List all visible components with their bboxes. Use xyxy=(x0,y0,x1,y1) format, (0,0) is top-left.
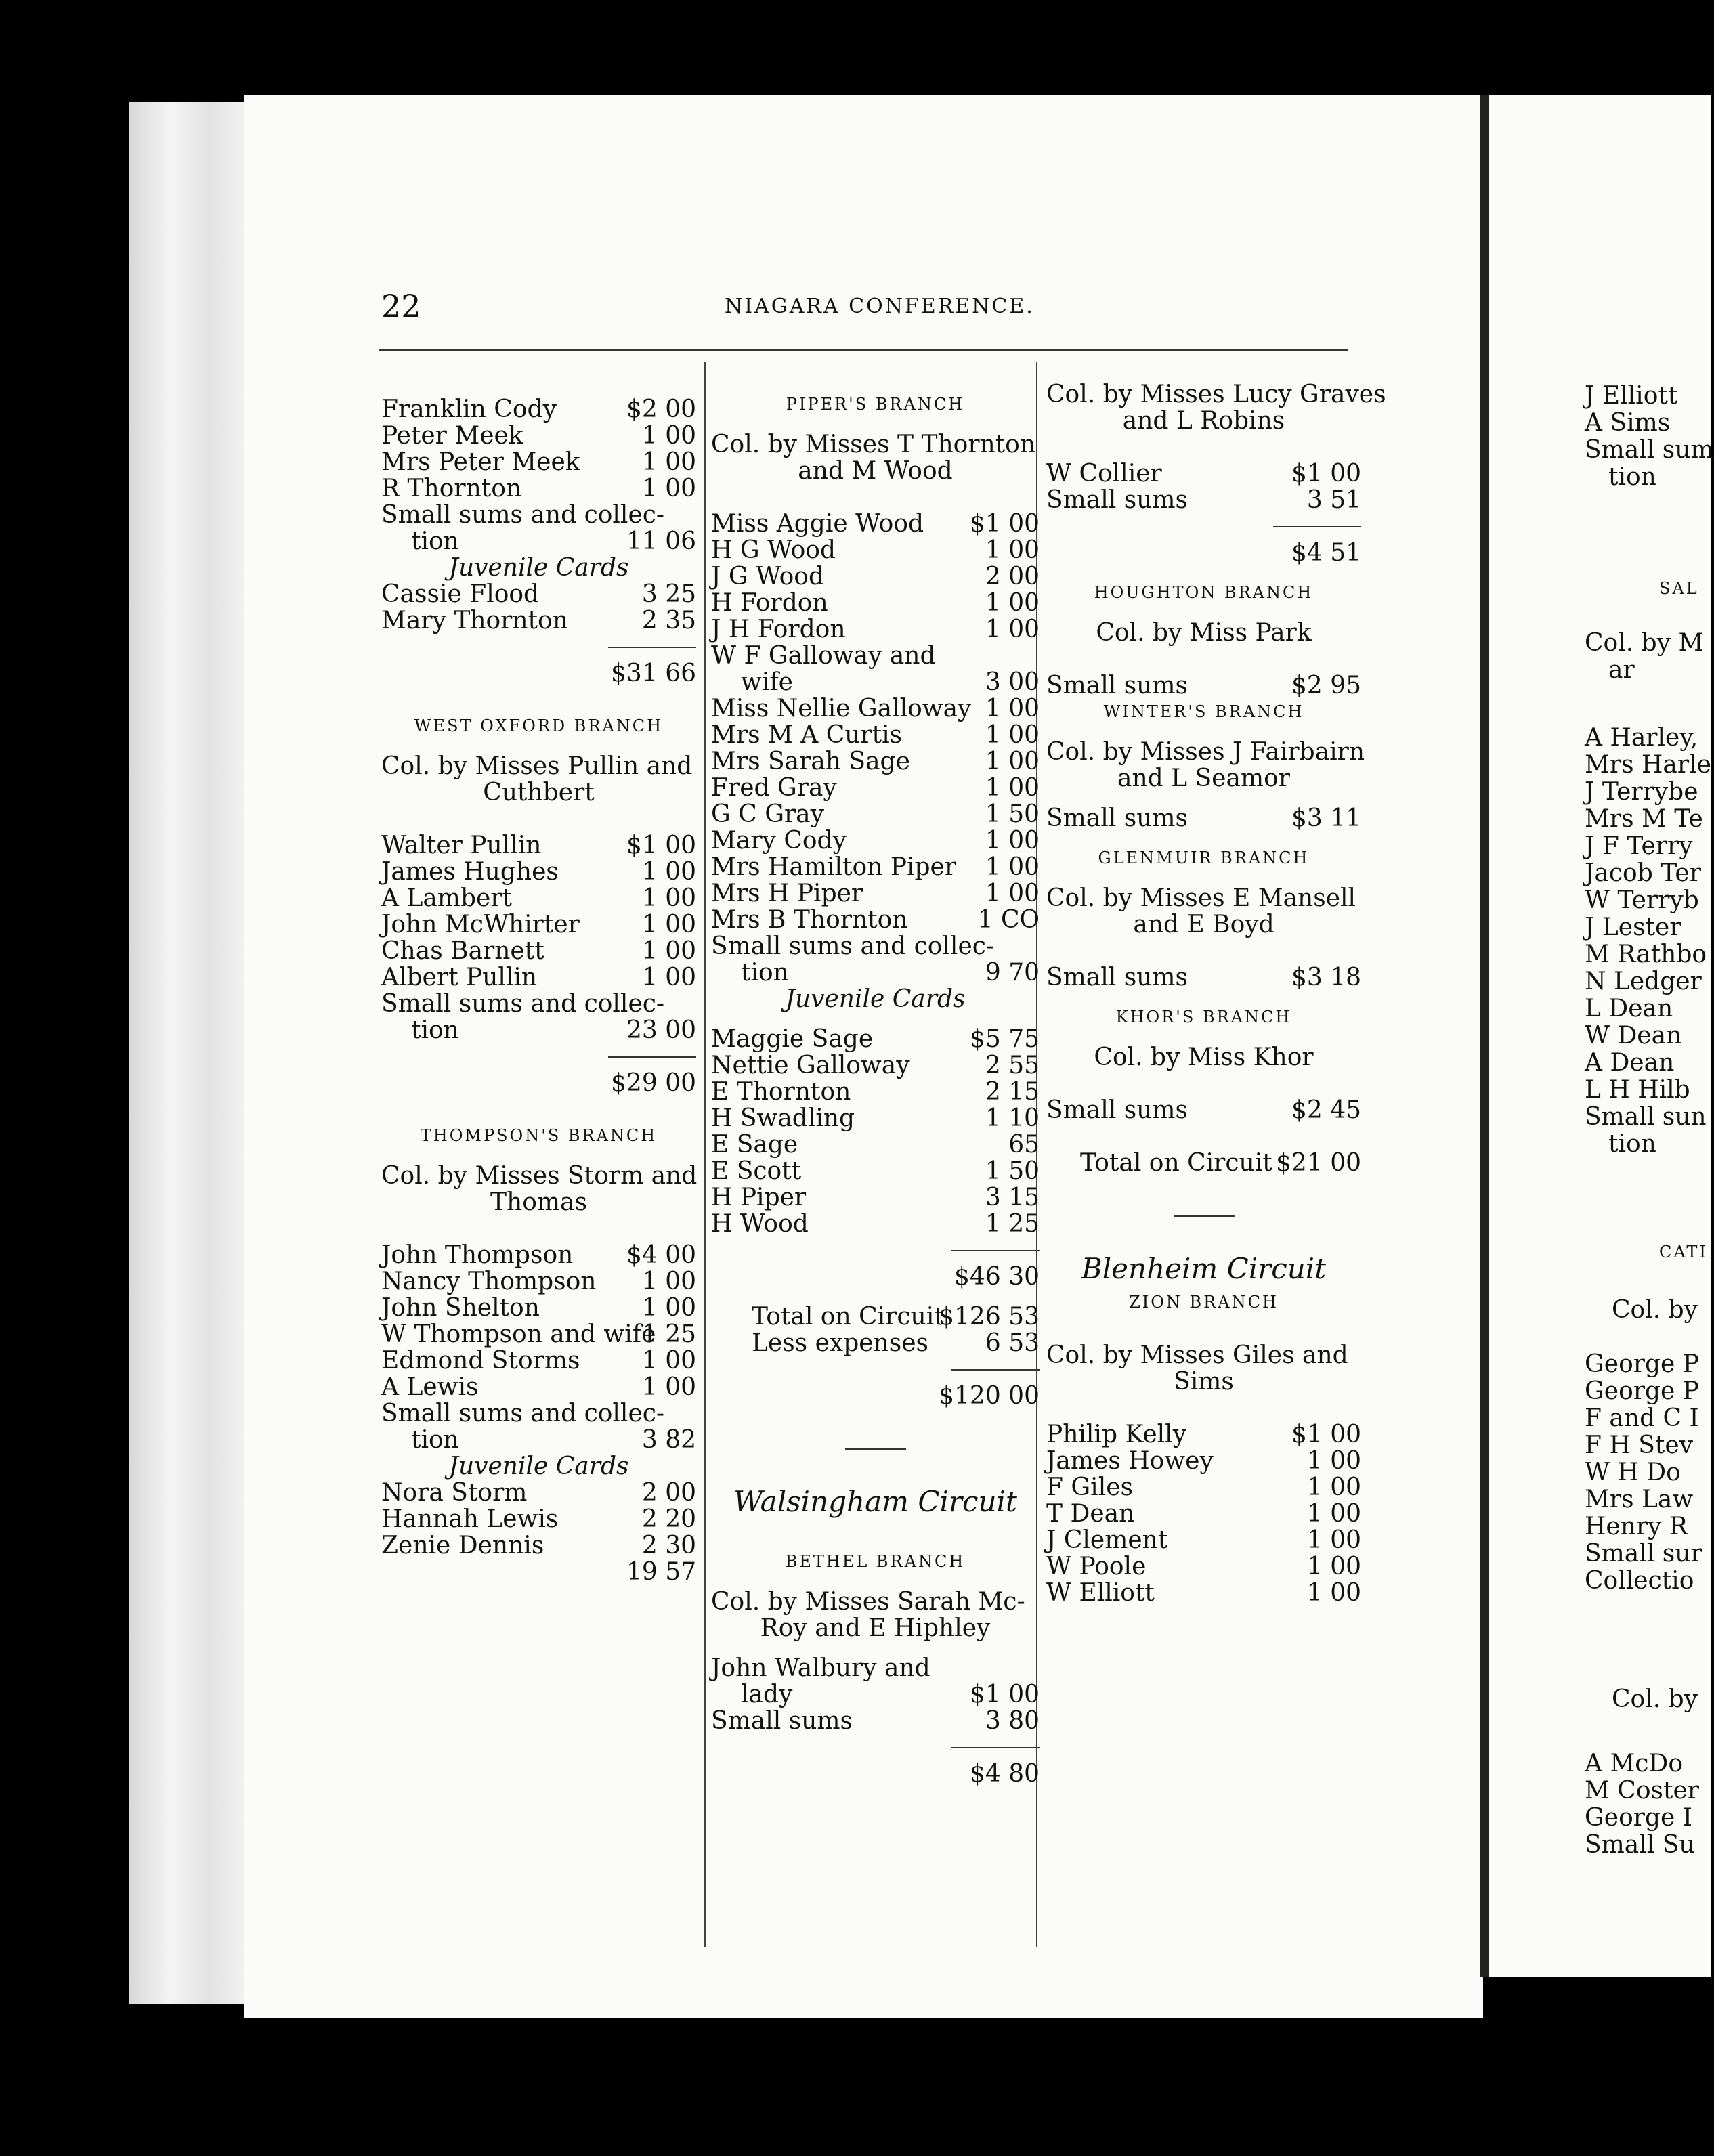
right-page-line: F and C I xyxy=(1585,1404,1699,1432)
entry-row: Cassie Flood 3 25 xyxy=(381,580,696,608)
entry-text: Small sums and collec- xyxy=(381,990,665,1018)
column-divider xyxy=(704,362,706,1947)
entry-row: Nora Storm 2 00 xyxy=(381,1479,696,1507)
entry-row: Total on Circuit $21 00 xyxy=(1080,1149,1361,1177)
header-rule xyxy=(379,349,1348,351)
entry-row: Small sums $2 95 xyxy=(1046,672,1361,699)
entry-row: H G Wood 1 00 xyxy=(711,536,1040,564)
entry-row: Mrs M A Curtis 1 00 xyxy=(711,721,1040,749)
subtotal: $120 00 xyxy=(939,1382,1040,1410)
right-page-line: J F Terry xyxy=(1585,832,1693,860)
entry-row: Nettie Galloway 2 55 xyxy=(711,1052,1040,1079)
sum-rule xyxy=(711,1237,1040,1264)
branch-heading: WEST OXFORD BRANCH xyxy=(414,716,664,735)
entry-text: Sims xyxy=(1174,1368,1234,1396)
right-page-line: Mrs M Te xyxy=(1585,805,1703,833)
right-page-line: Col. by M xyxy=(1585,629,1704,657)
entry-row: E Scott 1 50 xyxy=(711,1157,1040,1185)
right-page-line: Small sun xyxy=(1585,1103,1707,1131)
entry-row: wife 3 00 xyxy=(741,668,1040,696)
entry-row: Fred Gray 1 00 xyxy=(711,774,1040,802)
right-page-line: Col. by xyxy=(1612,1685,1698,1713)
entry-text: Roy and E Hiphley xyxy=(760,1614,991,1642)
subtotal: $4 80 xyxy=(969,1760,1040,1788)
entry-row: Mary Cody 1 00 xyxy=(711,827,1040,855)
column-3 xyxy=(1046,381,1386,1607)
entry-text: Col. by Misses Sarah Mc- xyxy=(711,1588,1025,1616)
entry-row: A Lewis 1 00 xyxy=(381,1373,696,1401)
entry-row: Franklin Cody $2 00 xyxy=(381,395,696,423)
entry-text: Thomas xyxy=(490,1188,587,1216)
column-1 xyxy=(381,396,696,1585)
right-page-line: A Dean xyxy=(1585,1049,1675,1077)
entry-row: R Thornton 1 00 xyxy=(381,475,696,502)
entry-row: Nancy Thompson 1 00 xyxy=(381,1268,696,1295)
entry-row: Albert Pullin 1 00 xyxy=(381,964,696,991)
entry-row: W Thompson and wife 1 25 xyxy=(381,1320,696,1348)
sum-rule xyxy=(1046,513,1361,540)
entry-row: Mrs H Piper 1 00 xyxy=(711,880,1040,907)
entry-row: tion 3 82 xyxy=(411,1426,696,1454)
entry-text: Small sums and collec- xyxy=(381,501,665,529)
subtotal: 19 57 xyxy=(626,1558,696,1586)
entry-row: H Piper 3 15 xyxy=(711,1184,1040,1211)
branch-heading: ZION BRANCH xyxy=(1129,1293,1279,1312)
entry-row: Mrs Sarah Sage 1 00 xyxy=(711,748,1040,775)
subtotal: $31 66 xyxy=(611,660,696,687)
entry-text: and L Seamor xyxy=(1117,764,1290,792)
right-page-line: Small sur xyxy=(1585,1540,1702,1568)
entry-row: Small sums 3 80 xyxy=(711,1707,1040,1735)
right-page-line: W Dean xyxy=(1585,1022,1682,1050)
entry-text: Col. by Misses E Mansell xyxy=(1046,884,1356,912)
branch-heading: GLENMUIR BRANCH xyxy=(1098,848,1310,867)
entry-row: J Clement 1 00 xyxy=(1046,1526,1361,1554)
right-page-line: A Sims xyxy=(1585,409,1671,437)
branch-heading: KHOR'S BRANCH xyxy=(1115,1008,1292,1027)
entry-row: James Hughes 1 00 xyxy=(381,858,696,886)
entry-row: H Fordon 1 00 xyxy=(711,589,1040,617)
entry-row: lady $1 00 xyxy=(741,1681,1040,1708)
entry-text: W F Galloway and xyxy=(711,642,936,670)
entry-row: tion 9 70 xyxy=(741,959,1040,987)
sum-rule xyxy=(711,1356,1040,1383)
entry-row: G C Gray 1 50 xyxy=(711,800,1040,828)
right-page-line: M Coster xyxy=(1585,1777,1699,1805)
right-page-line: J Elliott xyxy=(1585,382,1678,410)
entry-row: Less expenses 6 53 xyxy=(752,1329,1040,1357)
entry-text: and L Robins xyxy=(1122,407,1285,435)
right-page-line: W H Do xyxy=(1585,1459,1681,1486)
right-page-line: CATI xyxy=(1659,1243,1708,1262)
entry-row: Small sums $3 11 xyxy=(1046,804,1361,832)
entry-row: Mrs B Thornton 1 CO xyxy=(711,906,1040,934)
section-subheading: Juvenile Cards xyxy=(785,985,966,1013)
section-divider xyxy=(711,1436,1040,1462)
right-page-line: Small Su xyxy=(1585,1831,1695,1859)
entry-text: Col. by Misses T Thornton xyxy=(711,431,1036,458)
entry-text: Col. by Miss Park xyxy=(1096,619,1312,647)
right-page-line: George P xyxy=(1585,1350,1699,1378)
column-2 xyxy=(711,391,1040,1787)
sum-rule xyxy=(381,1043,696,1070)
entry-text: and M Wood xyxy=(798,457,953,485)
entry-row: James Howey 1 00 xyxy=(1046,1447,1361,1475)
right-page-line: L H Hilb xyxy=(1585,1076,1690,1104)
entry-row: Chas Barnett 1 00 xyxy=(381,937,696,965)
right-page-line: J Lester xyxy=(1585,913,1681,941)
entry-row: Total on Circuit $126 53 xyxy=(752,1303,1040,1331)
subtotal: $29 00 xyxy=(611,1069,696,1097)
entry-text: Col. by Misses J Fairbairn xyxy=(1046,738,1365,766)
circuit-heading: Blenheim Circuit xyxy=(1081,1252,1327,1285)
entry-row: Zenie Dennis 2 30 xyxy=(381,1532,696,1559)
entry-row: W Poole 1 00 xyxy=(1046,1553,1361,1580)
entry-row: E Thornton 2 15 xyxy=(711,1078,1040,1106)
entry-row: John Shelton 1 00 xyxy=(381,1294,696,1322)
entry-row: Mrs Hamilton Piper 1 00 xyxy=(711,853,1040,881)
branch-heading: THOMPSON'S BRANCH xyxy=(420,1126,658,1145)
right-page-line: Collectio xyxy=(1585,1567,1694,1595)
entry-row: Maggie Sage $5 75 xyxy=(711,1025,1040,1053)
section-subheading: Juvenile Cards xyxy=(448,554,629,582)
right-page-line: J Terrybe xyxy=(1585,778,1698,806)
right-page-line: F H Stev xyxy=(1585,1431,1694,1459)
entry-row: J H Fordon 1 00 xyxy=(711,616,1040,643)
right-page-line: SAL xyxy=(1659,579,1699,598)
branch-heading: HOUGHTON BRANCH xyxy=(1094,583,1314,602)
right-page-line: George P xyxy=(1585,1377,1699,1405)
entry-text: Col. by Misses Storm and xyxy=(381,1162,698,1190)
entry-row: T Dean 1 00 xyxy=(1046,1500,1361,1528)
section-divider xyxy=(1046,1203,1361,1229)
entry-row: W Elliott 1 00 xyxy=(1046,1579,1361,1607)
right-page-line: A McDo xyxy=(1585,1750,1684,1777)
entry-text: Col. by Misses Giles and xyxy=(1046,1341,1348,1369)
entry-row: Peter Meek 1 00 xyxy=(381,422,696,450)
right-page-line: George I xyxy=(1585,1804,1692,1832)
section-subheading: Juvenile Cards xyxy=(448,1452,629,1480)
page-number: 22 xyxy=(381,288,421,324)
entry-row: H Wood 1 25 xyxy=(711,1210,1040,1238)
entry-text: Col. by Misses Pullin and xyxy=(381,752,693,780)
sum-rule xyxy=(381,634,696,660)
entry-row: E Sage 65 xyxy=(711,1131,1040,1159)
right-page-line: tion xyxy=(1608,1130,1656,1158)
branch-heading: PIPER'S BRANCH xyxy=(786,395,965,414)
entry-text: Cuthbert xyxy=(483,779,595,806)
right-page-line: L Dean xyxy=(1585,995,1673,1022)
entry-row: H Swadling 1 10 xyxy=(711,1104,1040,1132)
subtotal: $4 51 xyxy=(1291,539,1361,567)
right-page-line: Small sum xyxy=(1585,436,1714,464)
entry-row: tion 11 06 xyxy=(411,527,696,555)
right-page-line: Mrs Law xyxy=(1585,1486,1694,1513)
right-page-line: tion xyxy=(1608,463,1656,491)
entry-row: Mrs Peter Meek 1 00 xyxy=(381,448,696,476)
sum-rule xyxy=(711,1734,1040,1761)
entry-row: tion 23 00 xyxy=(411,1016,696,1044)
right-page-line: ar xyxy=(1608,656,1635,684)
right-page-line: M Rathbo xyxy=(1585,941,1707,968)
right-page-line: N Ledger xyxy=(1585,968,1702,995)
page-title: NIAGARA CONFERENCE. xyxy=(725,295,1035,318)
entry-row: John Thompson $4 00 xyxy=(381,1241,696,1269)
entry-row: Miss Nellie Galloway 1 00 xyxy=(711,695,1040,723)
entry-row: Small sums $3 18 xyxy=(1046,964,1361,991)
entry-text: Col. by Miss Khor xyxy=(1094,1043,1314,1071)
entry-text: and E Boyd xyxy=(1133,911,1274,939)
right-page-line: Mrs Harle xyxy=(1585,751,1711,779)
right-page-line: Col. by xyxy=(1612,1296,1698,1324)
branch-heading: WINTER'S BRANCH xyxy=(1103,702,1304,721)
subtotal: $46 30 xyxy=(954,1263,1040,1291)
entry-row: Small sums 3 51 xyxy=(1046,486,1361,514)
entry-row: W Collier $1 00 xyxy=(1046,460,1361,488)
branch-heading: BETHEL BRANCH xyxy=(785,1552,966,1571)
entry-row: Miss Aggie Wood $1 00 xyxy=(711,510,1040,538)
entry-row: Philip Kelly $1 00 xyxy=(1046,1421,1361,1448)
entry-row: J G Wood 2 00 xyxy=(711,563,1040,590)
entry-row: Edmond Storms 1 00 xyxy=(381,1347,696,1375)
entry-text: Small sums and collec- xyxy=(711,932,995,960)
right-page-line: W Terryb xyxy=(1585,886,1699,914)
entry-text: John Walbury and xyxy=(711,1654,930,1682)
entry-row: Walter Pullin $1 00 xyxy=(381,832,696,859)
entry-row: Hannah Lewis 2 20 xyxy=(381,1505,696,1533)
entry-row: John McWhirter 1 00 xyxy=(381,911,696,939)
circuit-heading: Walsingham Circuit xyxy=(733,1485,1017,1518)
entry-text: Small sums and collec- xyxy=(381,1400,665,1427)
right-page-line: Jacob Ter xyxy=(1585,859,1701,887)
entry-row: Small sums $2 45 xyxy=(1046,1096,1361,1124)
entry-text: Col. by Misses Lucy Graves xyxy=(1046,381,1386,408)
right-page-line: Henry R xyxy=(1585,1513,1688,1540)
entry-row: F Giles 1 00 xyxy=(1046,1473,1361,1501)
right-page-line: A Harley, xyxy=(1585,724,1698,752)
entry-row: A Lambert 1 00 xyxy=(381,884,696,912)
entry-row: Mary Thornton 2 35 xyxy=(381,607,696,634)
